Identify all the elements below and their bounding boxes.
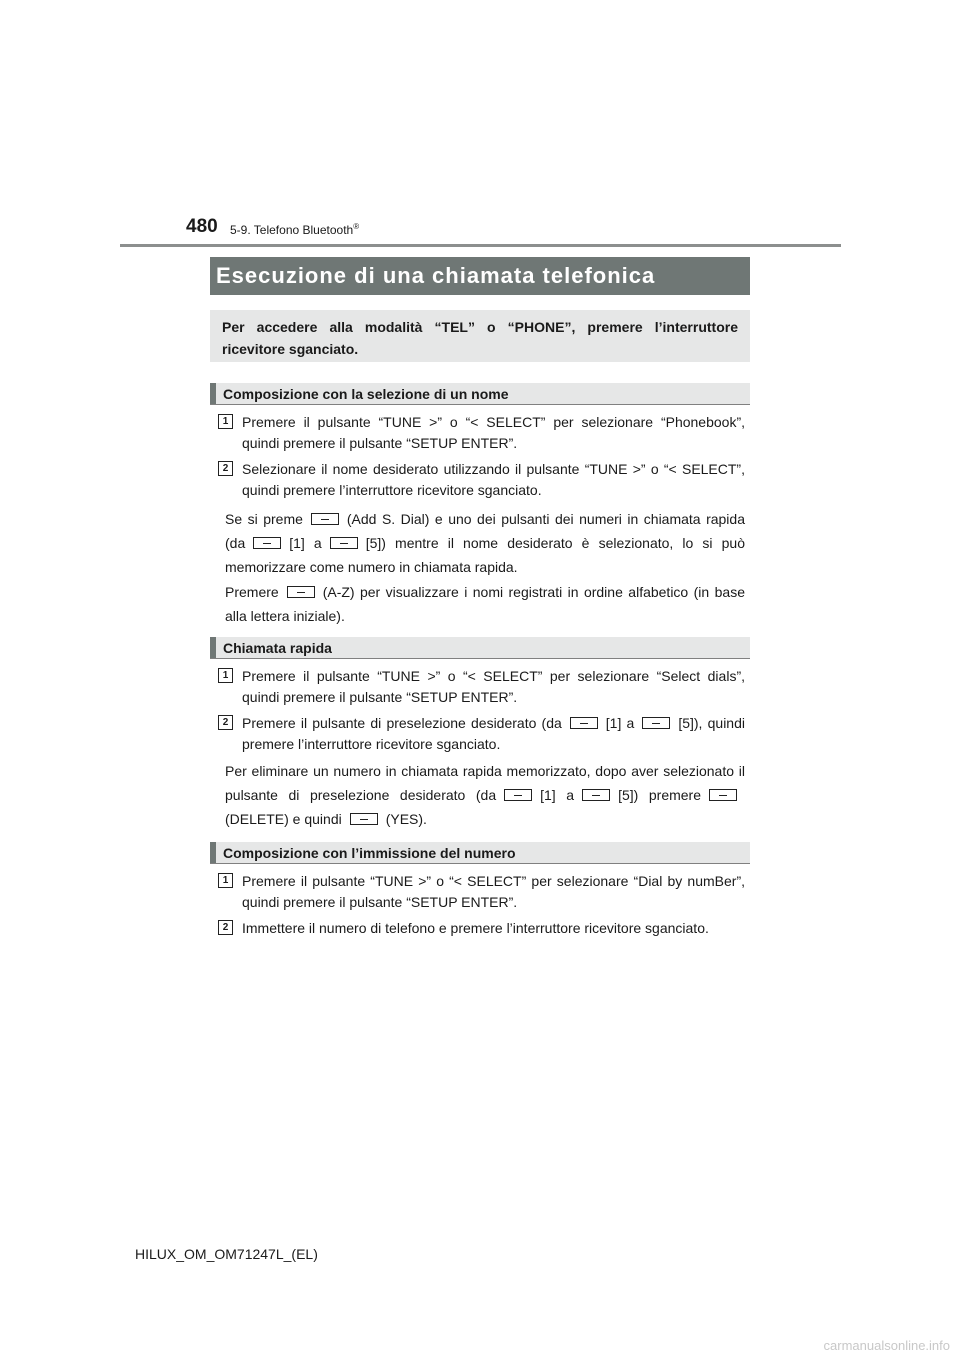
registered-mark: ®	[353, 222, 360, 231]
page-title: Esecuzione di una chiamata telefonica	[210, 257, 750, 295]
add-speed-dial-button-icon	[311, 513, 339, 525]
step-text: Selezionare il nome desiderato utilizzando il pulsante “TUNE >” o “< SELECT”, quindi premere l’interruttore ricevitore sganciato.	[242, 461, 745, 498]
preset-button-icon	[582, 789, 610, 801]
step-text: Premere il pulsante “TUNE >” o “< SELECT” per selezionare “Dial by numBer”, quindi premere il pulsante “SETUP ENTER”.	[242, 873, 745, 910]
note-text: [1] a	[289, 535, 322, 551]
step-number: 2	[218, 461, 233, 476]
note-text: (DELETE) e quindi	[225, 811, 342, 827]
step-text: Premere il pulsante “TUNE >” o “< SELECT” per selezionare “Select dials”, quindi premere il pulsante “SETUP ENTER”.	[242, 668, 745, 705]
section-title-text: 5-9. Telefono Bluetooth	[230, 223, 354, 237]
intro-box: Per accedere alla modalità “TEL” o “PHONE”, premere l’interruttore ricevitore sganciato.	[210, 310, 750, 362]
document-code-footer: HILUX_OM_OM71247L_(EL)	[135, 1246, 318, 1262]
step-text	[242, 713, 745, 755]
watermark: carmanualsonline.info	[823, 1338, 950, 1353]
note-text: (A-Z) per visualizzare i nomi registrati in ordine alfabetico (in base alla lettera iniziale).	[225, 584, 745, 624]
preset-button-icon	[330, 537, 358, 549]
step-number: 1	[218, 873, 233, 888]
step-number: 2	[218, 920, 233, 935]
note-text: [5]) mentre il nome desiderato è selezionato, lo si può memorizzare come numero in chiamata rapida.	[225, 535, 745, 575]
step-number: 2	[218, 715, 233, 730]
note-text: [5]) premere	[618, 787, 701, 803]
step-text: Premere il pulsante “TUNE >” o “< SELECT” per selezionare “Phonebook”, quindi premere il pulsante “SETUP ENTER”.	[242, 414, 745, 451]
az-button-icon	[287, 586, 315, 598]
note-add-speed-dial	[225, 507, 745, 579]
note-text: Se si preme	[225, 511, 303, 527]
note-text: (Add S. Dial) e uno dei pulsanti dei numeri in chiamata rapida (da	[225, 511, 745, 551]
section-title	[230, 222, 359, 237]
note-text: (YES).	[385, 811, 427, 827]
note-text: [1] a	[540, 787, 575, 803]
note-text: Premere	[225, 584, 279, 600]
header-rule	[120, 244, 841, 247]
step-number: 1	[218, 668, 233, 683]
subheading-number-dialing: Composizione con l’immissione del numero	[210, 842, 750, 864]
page-number: 480	[186, 216, 218, 237]
preset-button-icon	[253, 537, 281, 549]
step-text-part: [5]), quindi premere l’interruttore ricevitore sganciato.	[242, 715, 745, 752]
delete-button-icon	[709, 789, 737, 801]
note-delete-speed-dial	[225, 759, 745, 831]
subheading-name-dialing: Composizione con la selezione di un nome	[210, 383, 750, 405]
subheading-speed-dial: Chiamata rapida	[210, 637, 750, 659]
preset-button-icon	[570, 717, 598, 729]
step-text: Immettere il numero di telefono e premere l’interruttore ricevitore sganciato.	[242, 920, 709, 936]
preset-button-icon	[504, 789, 532, 801]
yes-button-icon	[350, 813, 378, 825]
note-az	[225, 580, 745, 628]
step-text-part: Premere il pulsante di preselezione desiderato (da	[242, 715, 562, 731]
note-text: Per eliminare un numero in chiamata rapida memorizzato, dopo aver selezionato il pulsante di preselezione desiderato (da	[225, 763, 745, 803]
step-text-part: [1] a	[605, 715, 635, 731]
preset-button-icon	[642, 717, 670, 729]
step-number: 1	[218, 414, 233, 429]
